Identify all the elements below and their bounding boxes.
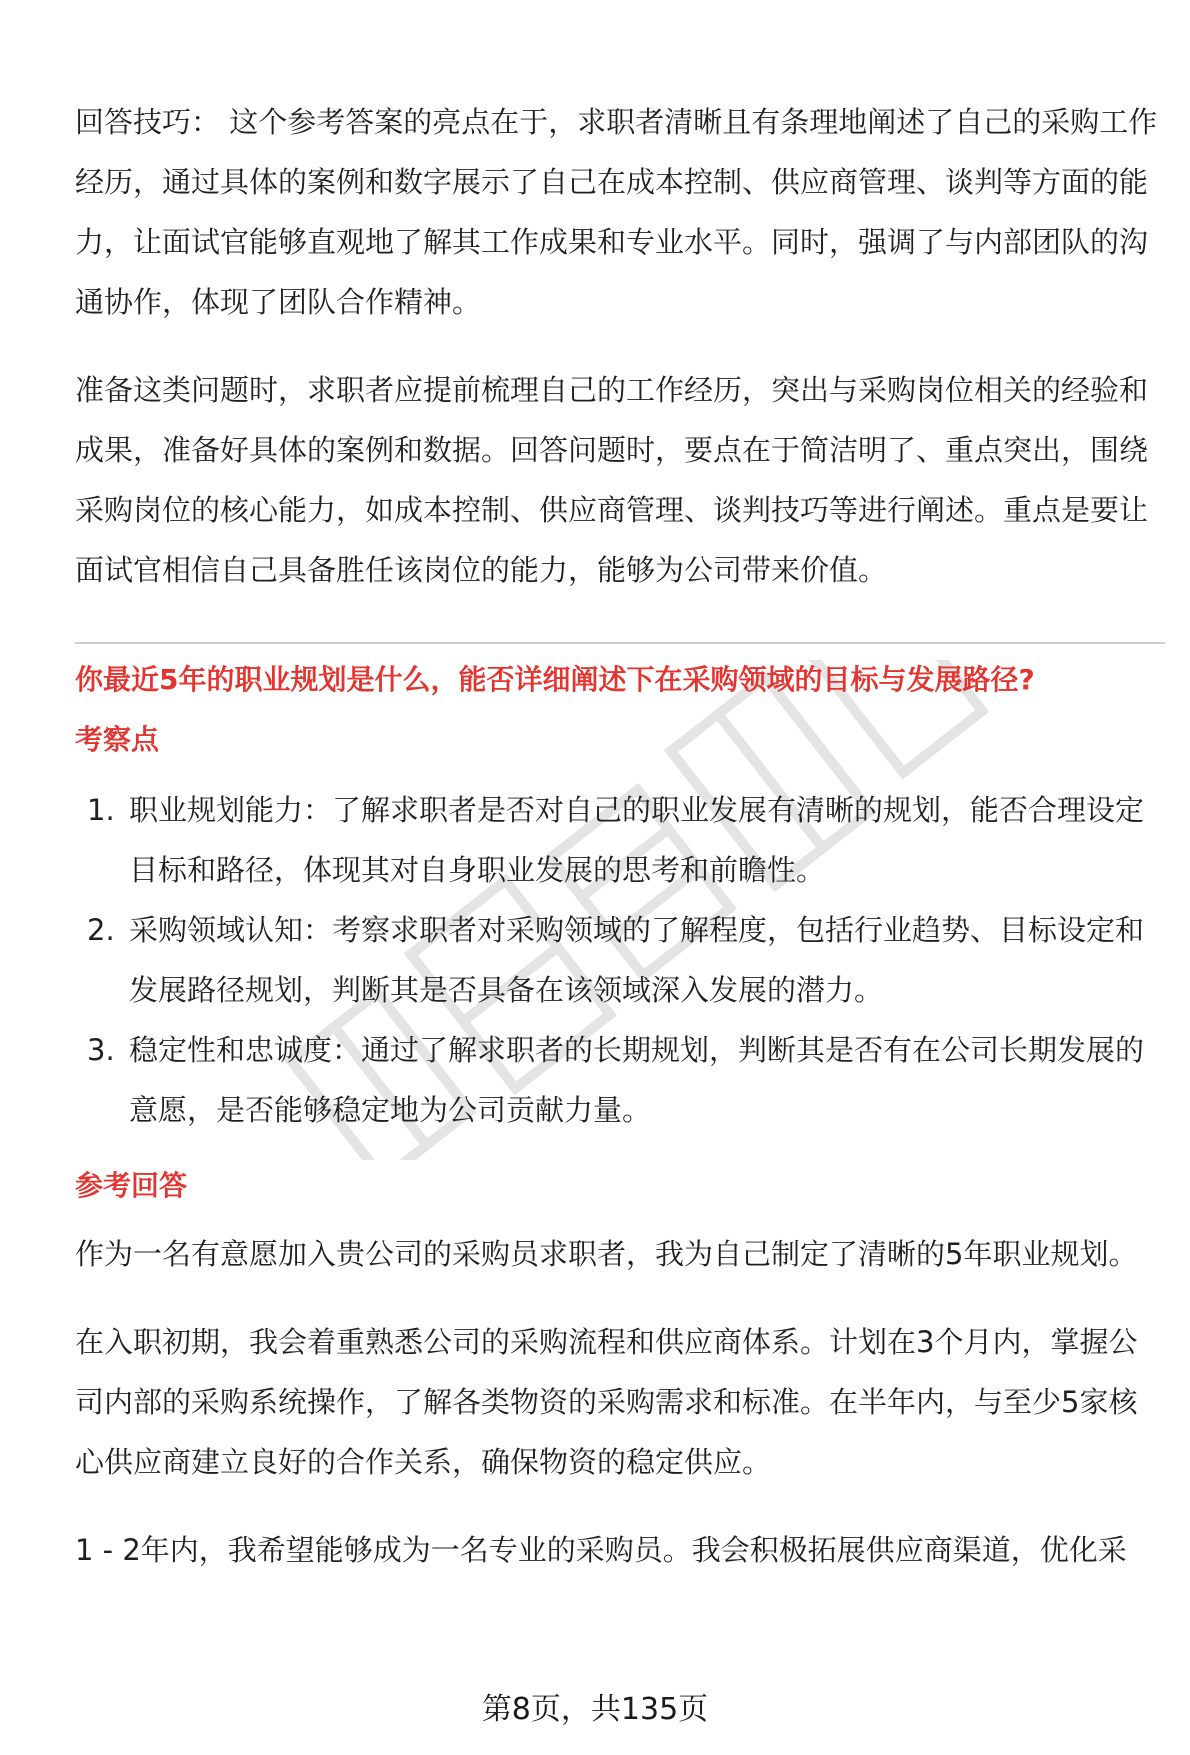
list-item (75, 900, 1165, 1020)
assessment-title: 考察点 (75, 723, 160, 756)
section-divider (75, 642, 1165, 644)
page-number: 第8页，共135页 (481, 1692, 709, 1727)
assessment-list (75, 780, 1165, 1140)
question-heading: 你最近5年的职业规划是什么，能否详细阐述下在采购领域的目标与发展路径? (75, 663, 1035, 696)
list-item (75, 1020, 1165, 1140)
list-number: 2. (87, 913, 115, 947)
preparation-paragraph: 准备这类问题时，求职者应提前梳理自己的工作经历，突出与采购岗位相关的经验和成果，准备好具体的案例和数据。回答问题时，要点在于简洁明了、重点突出，围绕采购岗位的核心能力，如成本控制、供应商管理、谈判技巧等进行阐述。重点是要让面试官相信自己具备胜任该岗位的能力，能够为公司带来价值。 (75, 373, 1149, 587)
page-content (75, 92, 1165, 1580)
list-number: 3. (87, 1033, 115, 1067)
reference-paragraph-1: 作为一名有意愿加入贵公司的采购员求职者，我为自己制定了清晰的5年职业规划。 (75, 1237, 1138, 1271)
list-number: 1. (87, 793, 115, 827)
answer-tips-paragraph: 回答技巧： 这个参考答案的亮点在于，求职者清晰且有条理地阐述了自己的采购工作经历，通过具体的案例和数字展示了自己在成本控制、供应商管理、谈判等方面的能力，让面试官能够直观地了解其工作成果和专业水平。同时，强调了与内部团队的沟通协作，体现了团队合作精神。 (75, 105, 1158, 319)
reference-paragraph-2: 在入职初期，我会着重熟悉公司的采购流程和供应商体系。计划在3个月内，掌握公司内部的采购系统操作，了解各类物资的采购需求和标准。在半年内，与至少5家核心供应商建立良好的合作关系，确保物资的稳定供应。 (75, 1325, 1138, 1479)
list-item-text: 职业规划能力：了解求职者是否对自己的职业发展有清晰的规划，能否合理设定目标和路径，体现其对自身职业发展的思考和前瞻性。 (129, 793, 1145, 887)
list-item (75, 780, 1165, 900)
list-item-text: 采购领域认知：考察求职者对采购领域的了解程度，包括行业趋势、目标设定和发展路径规划，判断其是否具备在该领域深入发展的潜力。 (129, 913, 1145, 1007)
reference-paragraph-3: 1 - 2年内，我希望能够成为一名专业的采购员。我会积极拓展供应商渠道，优化采 (75, 1533, 1127, 1567)
list-item-text: 稳定性和忠诚度：通过了解求职者的长期规划，判断其是否有在公司长期发展的意愿，是否能够稳定地为公司贡献力量。 (129, 1033, 1145, 1127)
reference-title: 参考回答 (75, 1169, 188, 1202)
